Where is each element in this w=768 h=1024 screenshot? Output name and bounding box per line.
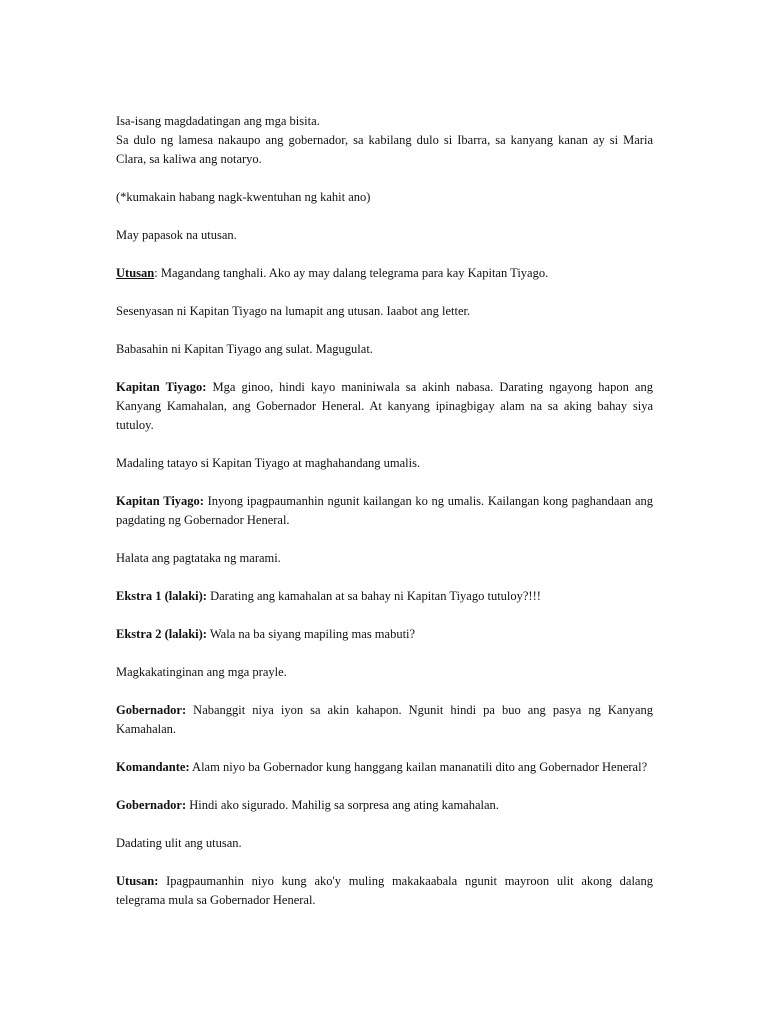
dialogue-text: Hindi ako sigurado. Mahilig sa sorpresa ang ating kamahalan. [186, 798, 499, 812]
dialogue-line [116, 625, 653, 644]
narration-line: Sesenyasan ni Kapitan Tiyago na lumapit ang utusan. Iaabot ang letter. [116, 304, 471, 318]
dialogue-line [116, 796, 653, 815]
dialogue-line [116, 492, 653, 530]
speaker-name: Utusan [116, 266, 155, 280]
speaker-name: Gobernador: [116, 703, 187, 717]
speaker-name: Ekstra 1 (lalaki): [116, 589, 207, 603]
dialogue-text: Inyong ipagpaumanhin ngunit kailangan ko ng umalis. Kailangan kong paghandaan ang pagdating ng Gobernador Heneral. [116, 494, 653, 527]
narration-line: Isa-isang magdadatingan ang mga bisita. [116, 114, 320, 128]
dialogue-line [116, 378, 653, 435]
speaker-name: Ekstra 2 (lalaki): [116, 627, 207, 641]
stage-direction: (*kumakain habang nagk-kwentuhan ng kahit ano) [116, 190, 371, 204]
speaker-separator: : [154, 266, 158, 280]
dialogue-line [116, 758, 653, 777]
dialogue-text: Alam niyo ba Gobernador kung hanggang kailan mananatili dito ang Gobernador Heneral? [189, 760, 648, 774]
dialogue-line [116, 701, 653, 739]
script-page [116, 112, 653, 929]
dialogue-text: Ipagpaumanhin niyo kung ako'y muling makakaabala ngunit mayroon ulit akong dalang telegrama mula sa Gobernador Heneral. [116, 874, 653, 907]
dialogue-line [116, 587, 653, 606]
speaker-name: Gobernador: [116, 798, 187, 812]
speaker-name: Utusan: [116, 874, 159, 888]
dialogue-line [116, 872, 653, 910]
dialogue-text: Nabanggit niya iyon sa akin kahapon. Ngunit hindi pa buo ang pasya ng Kanyang Kamahalan. [116, 703, 653, 736]
narration-line: Babasahin ni Kapitan Tiyago ang sulat. Magugulat. [116, 342, 373, 356]
speaker-name: Komandante: [116, 760, 190, 774]
narration-line: Madaling tatayo si Kapitan Tiyago at maghahandang umalis. [116, 456, 421, 470]
dialogue-text: Darating ang kamahalan at sa bahay ni Kapitan Tiyago tutuloy?!!! [206, 589, 541, 603]
dialogue-text: Magandang tanghali. Ako ay may dalang telegrama para kay Kapitan Tiyago. [157, 266, 549, 280]
speaker-name: Kapitan Tiyago: [116, 494, 204, 508]
dialogue-text: Mga ginoo, hindi kayo maniniwala sa akinh nabasa. Darating ngayong hapon ang Kanyang Kamahalan, ang Gobernador Heneral. At kanyang ipinagbigay alam na sa aking bahay siya tutuloy. [116, 380, 653, 432]
speaker-name: Kapitan Tiyago: [116, 380, 207, 394]
narration-line: Halata ang pagtataka ng marami. [116, 551, 281, 565]
narration-line: May papasok na utusan. [116, 228, 237, 242]
narration-line: Sa dulo ng lamesa nakaupo ang gobernador, sa kabilang dulo si Ibarra, sa kanyang kanan ay si Maria Clara, sa kaliwa ang notaryo. [116, 133, 653, 166]
dialogue-text: Wala na ba siyang mapiling mas mabuti? [206, 627, 416, 641]
dialogue-line [116, 264, 653, 283]
narration-line: Magkakatinginan ang mga prayle. [116, 665, 287, 679]
narration-line: Dadating ulit ang utusan. [116, 836, 242, 850]
